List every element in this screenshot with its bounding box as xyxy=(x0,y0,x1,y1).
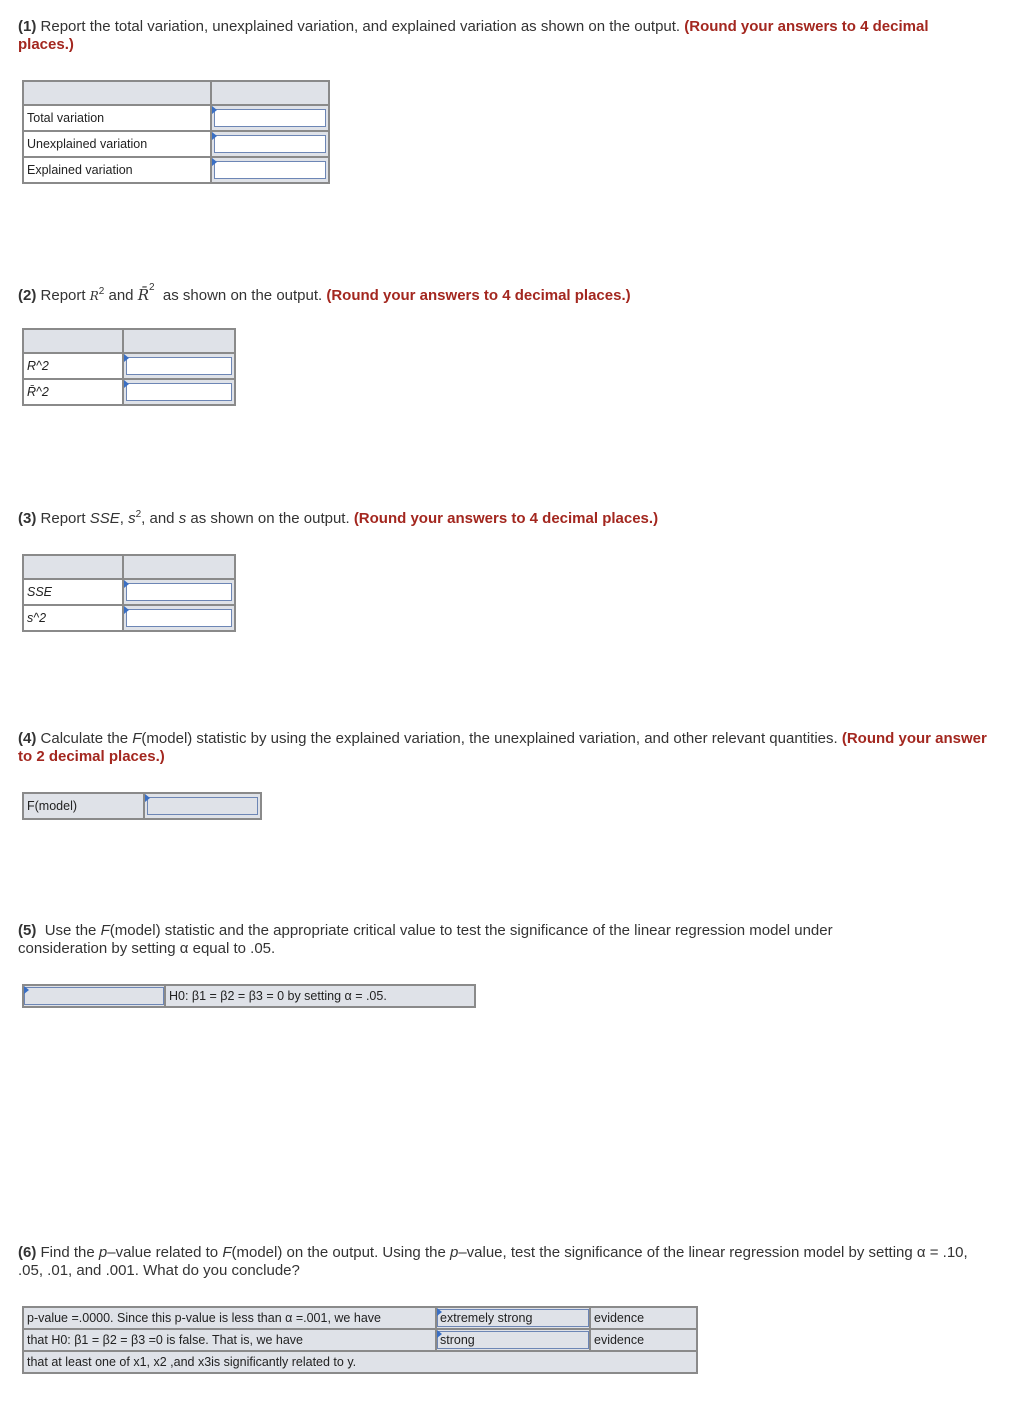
conclusion-line-3: that at least one of x1, x2 ,and x3is significantly related to y. xyxy=(23,1351,697,1373)
question-6 xyxy=(18,1244,978,1280)
sse-input[interactable] xyxy=(123,579,235,605)
select-box[interactable] xyxy=(24,987,164,1005)
row-label-total: Total variation xyxy=(23,105,211,131)
evidence-select-1[interactable] xyxy=(436,1307,590,1329)
question-text: (model) on the output. Using the xyxy=(231,1244,446,1261)
header-cell xyxy=(23,81,211,105)
r-squared-table xyxy=(22,328,236,406)
select-box[interactable]: strong xyxy=(437,1331,589,1349)
question-text: Report the total variation, unexplained variation, and explained variation as shown on the output. xyxy=(40,18,681,35)
question-1 xyxy=(18,18,978,54)
s-symbol: s xyxy=(178,510,187,527)
input-box[interactable] xyxy=(214,109,326,127)
decision-select[interactable] xyxy=(23,985,165,1007)
input-box[interactable] xyxy=(147,797,258,815)
evidence-select-2[interactable] xyxy=(436,1329,590,1351)
row-label-explained: Explained variation xyxy=(23,157,211,183)
input-box[interactable] xyxy=(126,357,232,375)
question-text: , xyxy=(119,510,124,527)
rounding-note: (Round your answers to 4 decimal places.) xyxy=(326,287,631,304)
explained-variation-input[interactable] xyxy=(211,157,329,183)
question-text: (model) statistic by using the explained variation, the unexplained variation, and other relevant quantities. xyxy=(141,730,838,747)
header-cell xyxy=(23,555,123,579)
p-symbol: p xyxy=(98,1244,108,1261)
select-box[interactable]: extremely strong xyxy=(437,1309,589,1327)
question-2: (2) Report $R^2$ and R̄$^2$ as shown on the output. (Round your answers to 4 decimal places.) xyxy=(18,282,631,304)
rounding-note: (Round your answers to 4 decimal places.) xyxy=(353,510,659,527)
input-box[interactable] xyxy=(126,583,232,601)
rounding-note: (Round your answer to 2 decimal places.) xyxy=(18,730,987,765)
conclusion-line-1: p-value =.0000. Since this p-value is less than α =.001, we have xyxy=(23,1307,436,1329)
f-model-label: F(model) xyxy=(23,793,144,819)
input-box[interactable] xyxy=(214,161,326,179)
f-symbol: F xyxy=(222,1244,232,1261)
flag-icon xyxy=(437,1308,442,1316)
variation-table xyxy=(22,80,330,184)
question-text: Report xyxy=(40,287,86,304)
f-symbol: F xyxy=(100,922,110,939)
flag-icon xyxy=(212,106,217,114)
row-label-s2: s^2 xyxy=(23,605,123,631)
flag-icon xyxy=(437,1330,442,1338)
unexplained-variation-input[interactable] xyxy=(211,131,329,157)
s2-input[interactable] xyxy=(123,605,235,631)
question-text: and xyxy=(108,287,134,304)
flag-icon xyxy=(24,986,29,994)
flag-icon xyxy=(124,354,129,362)
question-text: Find the xyxy=(40,1244,95,1261)
question-text: –value, test the significance of the linear regression model by setting α = .10, .05, .01, and .001. What do you conclude? xyxy=(18,1244,968,1279)
question-text: as shown on the output. xyxy=(190,510,350,527)
input-box[interactable] xyxy=(126,383,232,401)
question-number: (2) xyxy=(18,287,37,304)
flag-icon xyxy=(212,158,217,166)
header-cell xyxy=(123,555,235,579)
flag-icon xyxy=(124,380,129,388)
f-model-table xyxy=(22,792,262,820)
question-text: , and xyxy=(141,510,175,527)
sse-symbol: SSE xyxy=(89,510,120,527)
conclusion-table xyxy=(22,1306,698,1374)
input-box[interactable] xyxy=(214,135,326,153)
adj-r2-input[interactable] xyxy=(123,379,235,405)
question-number: (5) xyxy=(18,922,37,939)
conclusion-line-2: that H0: β1 = β2 = β3 =0 is false. That is, we have xyxy=(23,1329,436,1351)
question-text: Use the xyxy=(44,922,97,939)
question-text: –value related to xyxy=(107,1244,219,1261)
f-model-input[interactable] xyxy=(144,793,261,819)
question-number: (6) xyxy=(18,1244,37,1261)
input-box[interactable] xyxy=(126,609,232,627)
question-text: Calculate the xyxy=(40,730,129,747)
question-text: Report xyxy=(40,510,86,527)
sse-table xyxy=(22,554,236,632)
header-cell xyxy=(123,329,235,353)
r2-input[interactable] xyxy=(123,353,235,379)
s-symbol: s xyxy=(128,510,136,527)
question-text: as shown on the output. xyxy=(162,287,323,304)
question-3: (3) Report SSE, $s^2$, and s as shown on the output. (Round your answers to 4 decimal places.) xyxy=(18,509,659,527)
row-label-unexplained: Unexplained variation xyxy=(23,131,211,157)
f-symbol: F xyxy=(132,730,142,747)
question-5 xyxy=(18,922,898,958)
row-label-r2: R^2 xyxy=(23,353,123,379)
p-symbol: p xyxy=(449,1244,459,1261)
rounding-note: (Round your answers to 4 decimal places.) xyxy=(18,18,929,53)
flag-icon xyxy=(145,794,150,802)
row-label-sse: SSE xyxy=(23,579,123,605)
r-bar-symbol: R̄ xyxy=(137,286,149,304)
flag-icon xyxy=(212,132,217,140)
question-text: (model) statistic and the appropriate critical value to test the significance of the linear regression model under consideration by setting α equal to .05. xyxy=(18,922,833,957)
r-symbol: R xyxy=(89,289,99,303)
hypothesis-table xyxy=(22,984,476,1008)
question-number: (4) xyxy=(18,730,37,747)
total-variation-input[interactable] xyxy=(211,105,329,131)
header-cell xyxy=(23,329,123,353)
header-cell xyxy=(211,81,329,105)
evidence-word-2: evidence xyxy=(590,1329,697,1351)
hypothesis-statement: H0: β1 = β2 = β3 = 0 by setting α = .05. xyxy=(165,985,475,1007)
evidence-word-1: evidence xyxy=(590,1307,697,1329)
flag-icon xyxy=(124,606,129,614)
row-label-adj-r2: R̄^2 xyxy=(23,379,123,405)
question-number: (1) xyxy=(18,18,37,35)
question-4 xyxy=(18,730,988,766)
flag-icon xyxy=(124,580,129,588)
question-number: (3) xyxy=(18,510,37,527)
